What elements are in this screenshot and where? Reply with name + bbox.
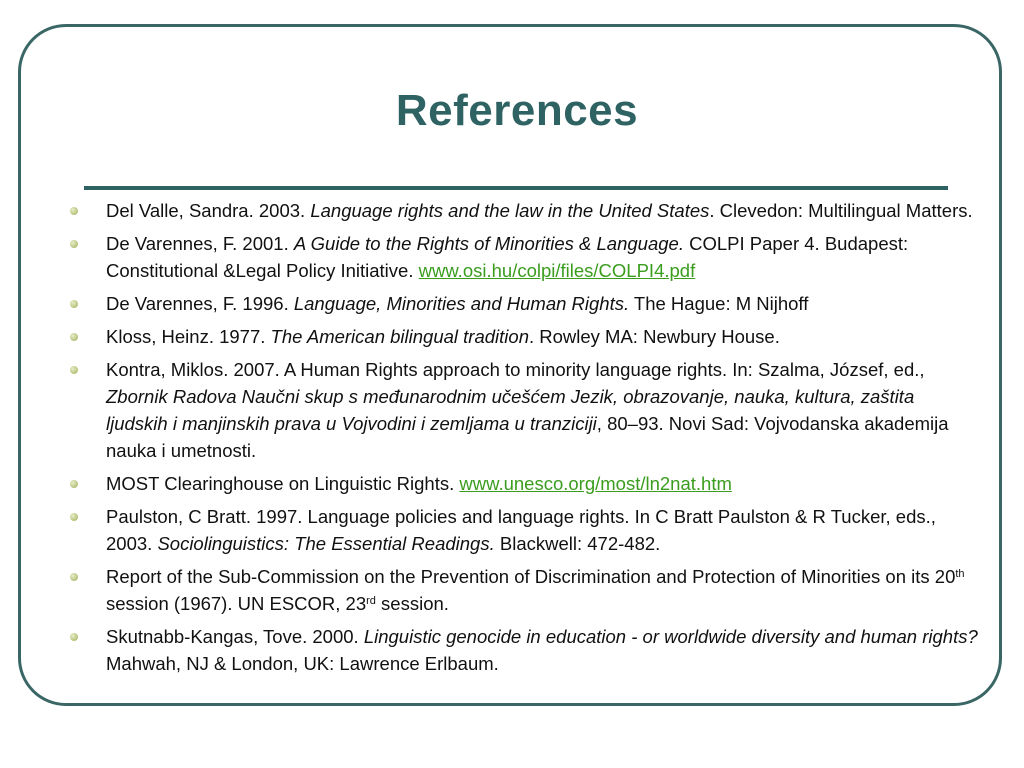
reference-text: Blackwell: 472-482. (494, 533, 661, 554)
reference-title: Language rights and the law in the United States (310, 200, 710, 221)
bullet-icon (70, 240, 78, 248)
reference-title: Zbornik Radova Naučni skup s međunarodnim učešćem Jezik, obrazovanje, nauka, kultura, zaštita ljudskih i manjinskih prava u Vojvodini i zemljama u tranziciji (106, 386, 915, 434)
bullet-icon (70, 207, 78, 215)
reference-text: . Clevedon: Multilingual Matters. (709, 200, 973, 221)
reference-link[interactable]: www.osi.hu/colpi/files/COLPI4.pdf (418, 260, 696, 281)
reference-text: . Rowley MA: Newbury House. (528, 326, 780, 347)
reference-text: Kontra, Miklos. 2007. A Human Rights approach to minority language rights. In: Szalma, József, ed., (106, 359, 925, 380)
bullet-icon (70, 633, 78, 641)
bullet-icon (70, 300, 78, 308)
reference-text: Paulston, C Bratt. 1997. Language policies and language rights. In C Bratt Paulston & R Tucker, eds., 2003. (106, 506, 936, 554)
reference-text: Del Valle, Sandra. 2003. (106, 200, 311, 221)
bullet-icon (70, 573, 78, 581)
reference-text: session (1967). UN ESCOR, 23 (106, 593, 367, 614)
title-divider (84, 186, 948, 190)
reference-item (70, 563, 980, 617)
reference-text: De Varennes, F. 1996. (106, 293, 294, 314)
slide-title: References (395, 86, 639, 135)
reference-title: Linguistic genocide in education - or worldwide diversity and human rights? (363, 626, 978, 647)
bullet-icon (70, 366, 78, 374)
reference-text: MOST Clearinghouse on Linguistic Rights. (106, 473, 460, 494)
reference-title: Sociolinguistics: The Essential Readings. (157, 533, 495, 554)
reference-text: session. (375, 593, 449, 614)
reference-item (70, 356, 980, 464)
bullet-icon (70, 513, 78, 521)
reference-item (70, 323, 980, 350)
reference-text: Report of the Sub-Commission on the Prevention of Discrimination and Protection of Minorities on its 20 (106, 566, 956, 587)
bullet-icon (70, 480, 78, 488)
reference-text: COLPI Paper 4. Budapest: Constitutional &Legal Policy Initiative. (106, 233, 909, 281)
bullet-icon (70, 333, 78, 341)
reference-item (70, 470, 980, 497)
superscript: th (955, 568, 965, 580)
reference-text: Kloss, Heinz. 1977. (106, 326, 271, 347)
reference-list (70, 197, 980, 683)
reference-title: A Guide to the Rights of Minorities & Language. (293, 233, 684, 254)
reference-item (70, 623, 980, 677)
reference-text: De Varennes, F. 2001. (106, 233, 294, 254)
reference-link[interactable]: www.unesco.org/most/ln2nat.htm (459, 473, 732, 494)
superscript: rd (366, 595, 376, 607)
reference-text: The Hague: M Nijhoff (629, 293, 809, 314)
reference-item (70, 290, 980, 317)
reference-text: , 80–93. Novi Sad: Vojvodanska akademija nauka i umetnosti. (106, 413, 949, 461)
reference-text: Skutnabb-Kangas, Tove. 2000. (106, 626, 364, 647)
reference-title: Language, Minorities and Human Rights. (293, 293, 630, 314)
reference-text: Mahwah, NJ & London, UK: Lawrence Erlbaum. (106, 653, 499, 674)
reference-item (70, 503, 980, 557)
reference-item (70, 230, 980, 284)
reference-item (70, 197, 980, 224)
reference-title: The American bilingual tradition (270, 326, 529, 347)
